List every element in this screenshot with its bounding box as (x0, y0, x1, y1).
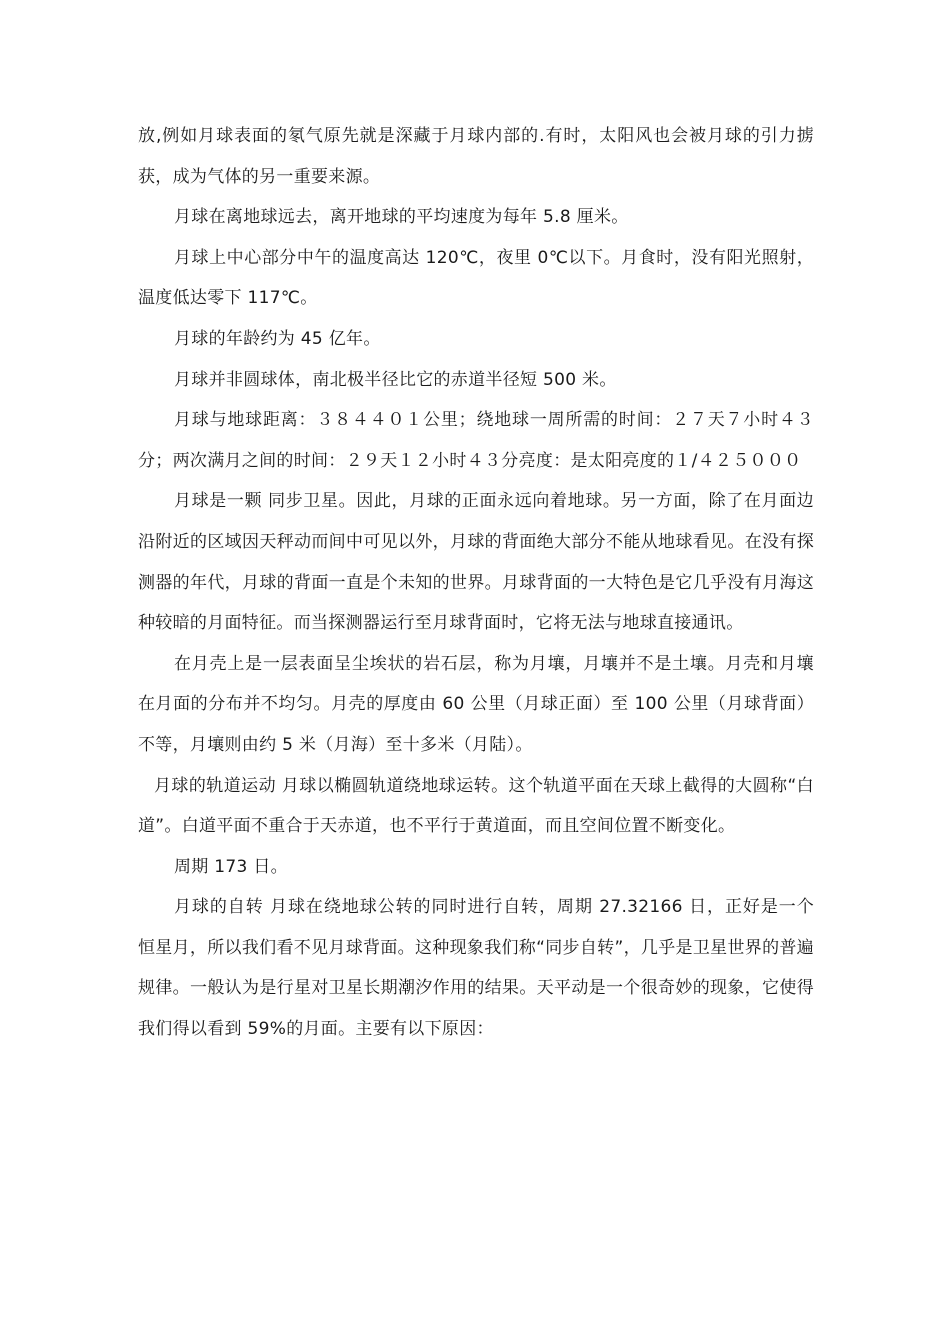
paragraph-7: 月球是一颗 同步卫星。因此，月球的正面永远向着地球。另一方面，除了在月面边沿附近的区域因天秤动而间中可见以外，月球的背面绝大部分不能从地球看见。在没有探测器的年代，月球的背面一直是个未知的世界。月球背面的一大特色是它几乎没有月海这种较暗的月面特征。而当探测器运行至月球背面时，它将无法与地球直接通讯。 (138, 491, 814, 634)
paragraph-5: 月球并非圆球体，南北极半径比它的赤道半径短 500 米。 (174, 369, 617, 390)
paragraph-8: 在月壳上是一层表面呈尘埃状的岩石层，称为月壤，月壤并不是土壤。月壳和月壤在月面的分布并不均匀。月壳的厚度由 60 公里（月球正面）至 100 公里（月球背面）不等，月壤则由约 5 米（月海）至十多米（月陆）。 (138, 653, 814, 755)
paragraph-1: 放,例如月球表面的氡气原先就是深藏于月球内部的.有时，太阳风也会被月球的引力掳获，成为气体的另一重要来源。 (138, 126, 814, 187)
document-body (138, 116, 814, 1050)
paragraph-4: 月球的年龄约为 45 亿年。 (174, 328, 381, 349)
paragraph-11: 月球的自转 月球在绕地球公转的同时进行自转，周期 27.32166 日，正好是一个 恒星月，所以我们看不见月球背面。这种现象我们称“同步自转”，几乎是卫星世界的普遍规律。一般认为是行星对卫星长期潮汐作用的结果。天平动是一个很奇妙的现象，它使得我们得以看到 59%的月面。主要有以下原因： (138, 897, 814, 1040)
paragraph-9: 月球的轨道运动 月球以椭圆轨道绕地球运转。这个轨道平面在天球上截得的大圆称“白道”。白道平面不重合于天赤道，也不平行于黄道面，而且空间位置不断变化。 (138, 775, 814, 837)
paragraph-10: 周期 173 日。 (174, 856, 288, 877)
paragraph-2: 月球在离地球远去，离开地球的平均速度为每年 5.8 厘米。 (174, 207, 629, 228)
paragraph-3: 月球上中心部分中午的温度高达 120℃，夜里 0℃以下。月食时，没有阳光照射，温度低达零下 117℃。 (138, 247, 814, 309)
paragraph-6: 月球与地球距离：３８４４０１公里；绕地球一周所需的时间：２７天７小时４３分；两次满月之间的时间：２９天１２小时４３分亮度：是太阳亮度的１/４２５０００ (138, 410, 814, 471)
